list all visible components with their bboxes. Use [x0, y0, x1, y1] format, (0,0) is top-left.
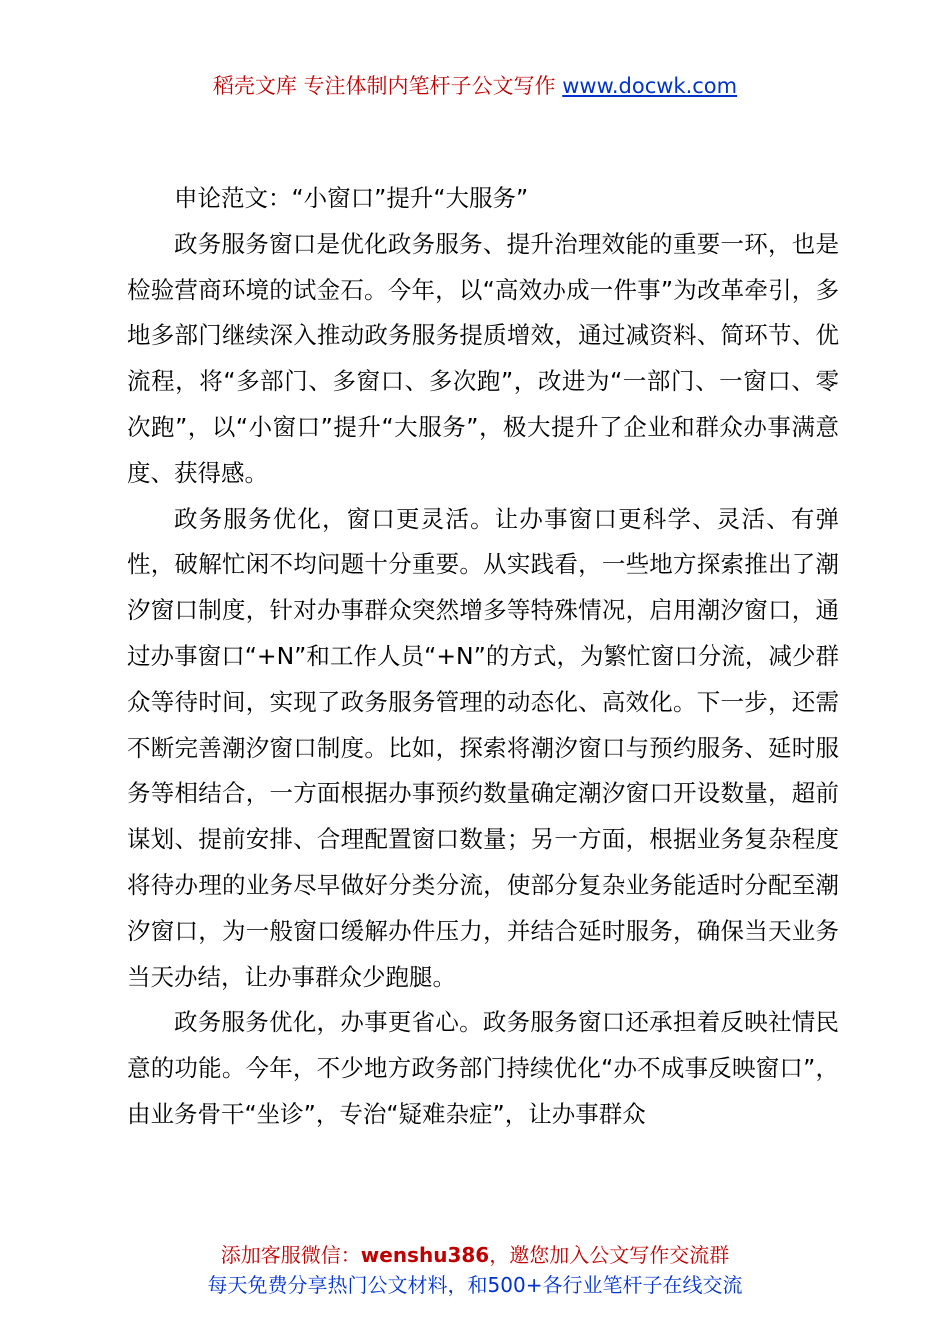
footer-contact-prefix: 添加客服微信： [220, 1243, 361, 1267]
article-paragraph-3: 政务服务优化，办事更省心。政务服务窗口还承担着反映社情民意的功能。今年，不少地方政务部门持续优化“办不成事反映窗口”，由业务骨干“坐诊”，专治“疑难杂症”，让办事群众 [127, 1008, 839, 1128]
article-body [127, 176, 839, 1138]
page-header [0, 70, 950, 100]
header-brand: 稻壳文库 专注体制内笔杆子公文写作 [212, 74, 556, 98]
article-paragraph-1: 政务服务窗口是优化政务服务、提升治理效能的重要一环，也是检验营商环境的试金石。今年，以“高效办成一件事”为改革牵引，多地多部门继续深入推动政务服务提质增效，通过减资料、简环节、优流程，将“多部门、多窗口、多次跑”，改进为“一部门、一窗口、零次跑”，以“小窗口”提升“大服务”，极大提升了企业和群众办事满意度、获得感。 [127, 229, 839, 487]
footer-promo-line: 每天免费分享热门公文材料，和500+各行业笔杆子在线交流 [207, 1273, 743, 1297]
footer-wechat-id: wenshu386 [360, 1243, 490, 1267]
article-paragraph-2: 政务服务优化，窗口更灵活。让办事窗口更科学、灵活、有弹性，破解忙闲不均问题十分重要。从实践看，一些地方探索推出了潮汐窗口制度，针对办事群众突然增多等特殊情况，启用潮汐窗口，通过办事窗口“+N”和工作人员“+N”的方式，为繁忙窗口分流，减少群众等待时间，实现了政务服务管理的动态化、高效化。下一步，还需不断完善潮汐窗口制度。比如，探索将潮汐窗口与预约服务、延时服务等相结合，一方面根据办事预约数量确定潮汐窗口开设数量，超前谋划、提前安排、合理配置窗口数量；另一方面，根据业务复杂程度将待办理的业务尽早做好分类分流，使部分复杂业务能适时分配至潮汐窗口，为一般窗口缓解办件压力，并结合延时服务，确保当天业务当天办结，让办事群众少跑腿。 [127, 504, 839, 991]
footer-contact-suffix: ，邀您加入公文写作交流群 [489, 1243, 730, 1267]
article-title: 申论范文：“小窗口”提升“大服务” [174, 184, 529, 212]
header-url-link[interactable]: www.docwk.com [562, 74, 738, 98]
footer-contact-line [0, 1240, 950, 1270]
